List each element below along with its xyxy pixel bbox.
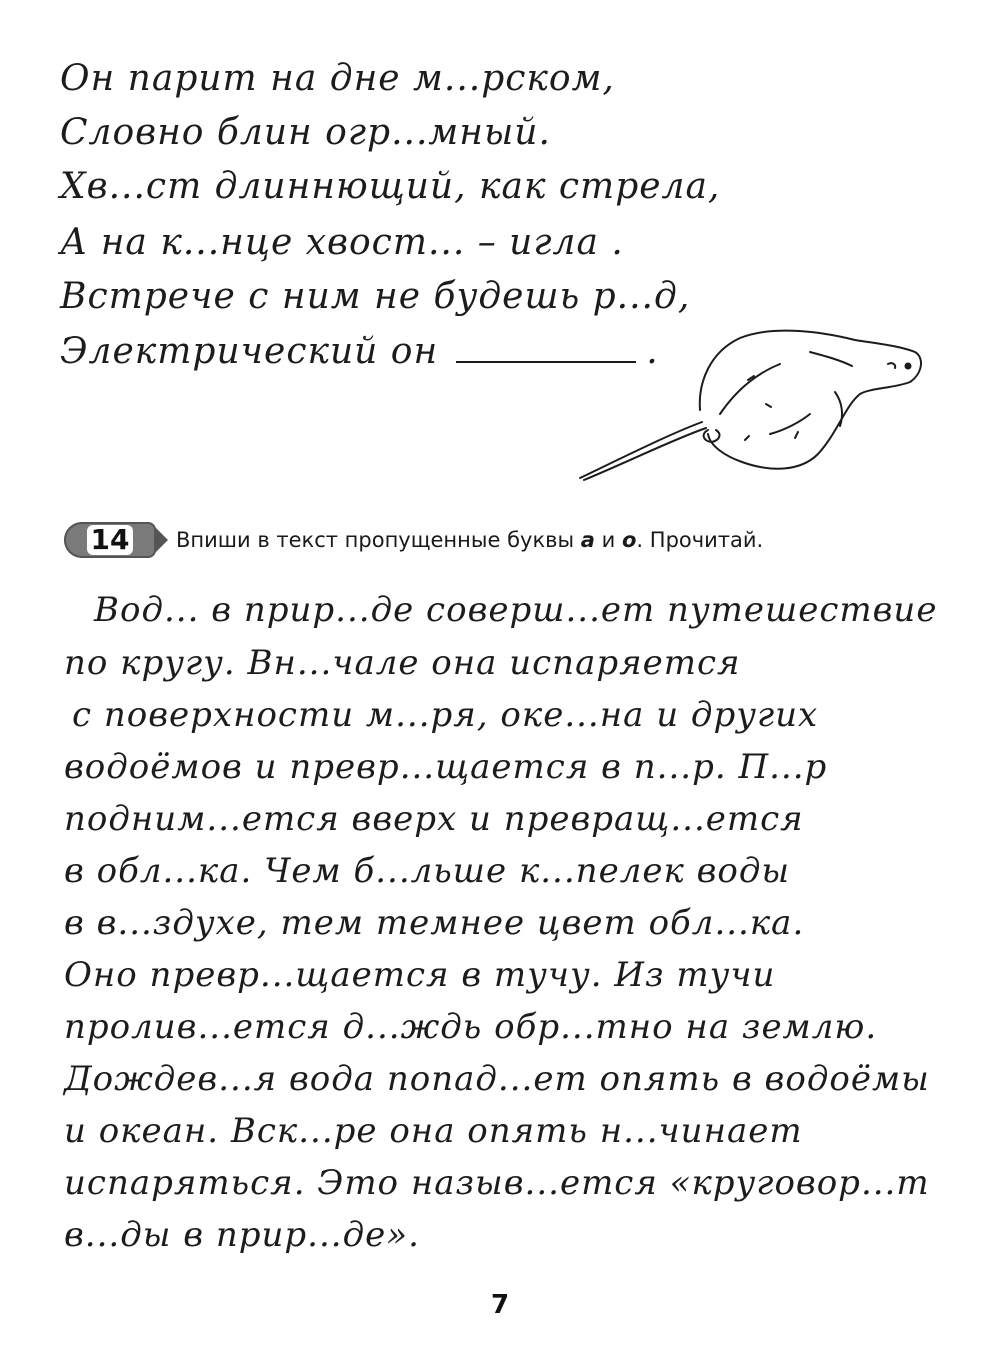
instruction-letter-a: а [580,528,595,552]
riddle-end-punct: . [646,331,659,372]
task-header [64,520,763,560]
text-line-2: по кругу. Вн...чале она испаряется [64,643,741,683]
instruction-text: Впиши в текст пропущенные буквы [176,528,575,552]
stingray-illustration [570,322,940,487]
task-number: 14 [87,525,134,555]
text-line-11: и океан. Вск...ре она опять н...чинает [64,1111,803,1151]
page-number: 7 [490,1290,510,1320]
text-line-7: в в...здухе, тем темнее цвет обл...ка. [64,903,805,943]
riddle-line-6-text: Электрический он [60,331,439,372]
task-number-badge [64,522,156,558]
text-line-5: подним...ется вверх и превращ...ется [64,799,804,839]
riddle-line-2: Словно блин огр...мный. [60,112,551,153]
riddle-line-1: Он парит на дне м...рском, [60,58,615,99]
riddle-line-5: Встрече с ним не будешь р...д, [60,276,691,317]
task-instruction [176,528,763,552]
text-line-12: испаряться. Это назыв...ется «круговор...т [64,1163,930,1203]
text-line-10: Дождев...я вода попад...ет опять в водоёмы [64,1059,930,1099]
text-line-6: в обл...ка. Чем б...льше к...пелек воды [64,851,791,891]
text-line-3: с поверхности м...ря, оке...на и других [72,695,819,735]
text-line-9: пролив...ется д...ждь обр...тно на землю. [64,1007,878,1047]
riddle-line-6 [60,331,659,372]
text-line-13: в...ды в прир...де». [64,1215,420,1255]
text-line-1: Вод... в прир...де соверш...ет путешествие [94,590,938,630]
riddle-line-4: А на к...нце хвост... – игла . [60,222,624,263]
riddle-line-3: Хв...ст длиннющий, как стрела, [60,166,721,207]
text-line-4: водоёмов и превр...щается в п...р. П...р [64,747,828,787]
instruction-conj: и [601,528,616,552]
instruction-letter-o: о [621,528,637,552]
text-line-8: Оно превр...щается в тучу. Из тучи [64,955,776,995]
instruction-tail: . Прочитай. [636,528,764,552]
